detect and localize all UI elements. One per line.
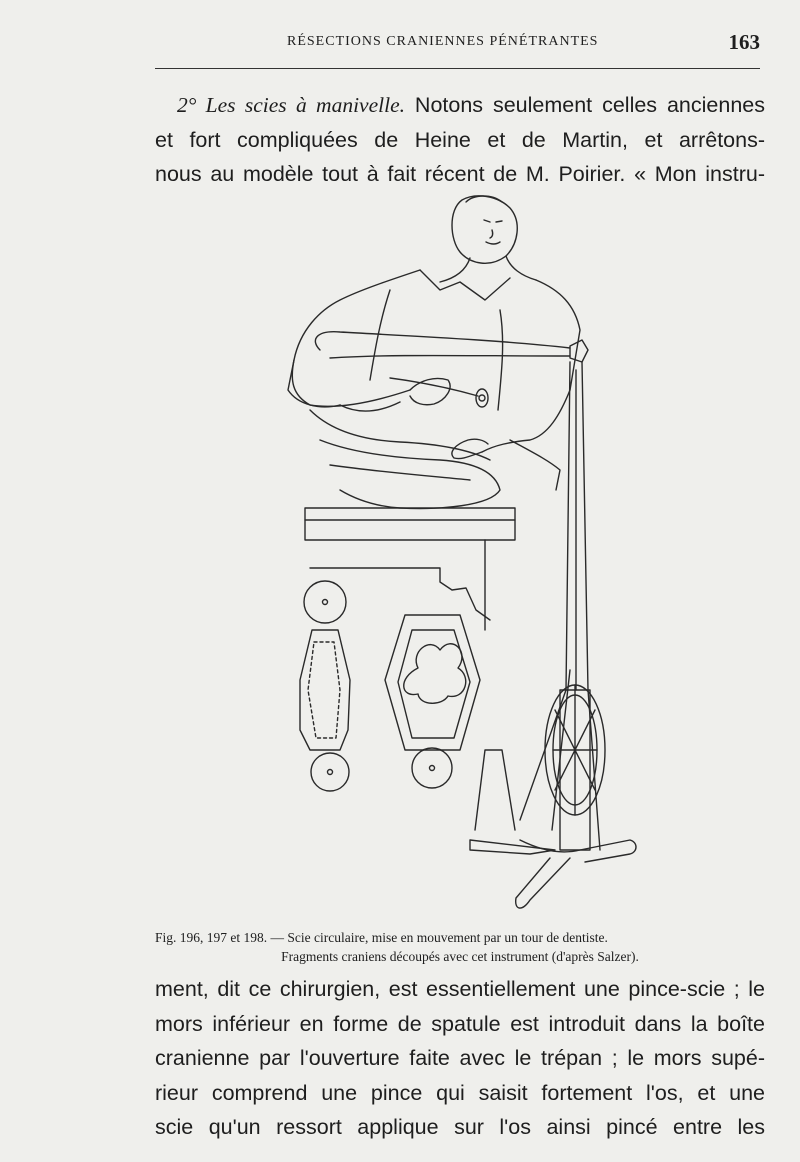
caption-line: Fragments craniens découpés avec cet instrument (d'après Salzer).: [281, 949, 639, 964]
circular-saw-drawing: [315, 332, 636, 908]
figure-illustration: [270, 190, 650, 925]
page-number: 163: [728, 30, 760, 54]
surgeon-drawing: [288, 196, 580, 509]
table-drawing: [305, 508, 515, 630]
running-head: [155, 30, 760, 60]
text-line: scie qu'un ressort applique sur l'os ainsi pincé entre les: [155, 1115, 765, 1139]
text-line: mors inférieur en forme de spatule est introduit dans la boîte: [155, 1011, 765, 1036]
header-rule: [155, 68, 760, 69]
text-line: ment, dit ce chirurgien, est essentiellement une pince-scie ; le: [155, 977, 765, 1001]
section-label: 2° Les scies à manivelle.: [177, 93, 405, 117]
text-line: rieur comprend une pince qui saisit fortement l'os, et une: [155, 1080, 765, 1105]
caption-line: Fig. 196, 197 et 198. — Scie circulaire, mise en mouvement par un tour de dentiste.: [155, 930, 608, 945]
text-line: cranienne par l'ouverture faite avec le trépan ; le mors supé-: [155, 1046, 765, 1070]
text-line: et fort compliquées de Heine et de Martin, et arrêtons-: [155, 127, 765, 152]
text-line: [155, 88, 765, 123]
text-line-content: Notons seulement celles anciennes: [405, 93, 765, 117]
skull-fragments-drawing: [300, 581, 480, 791]
figure-caption: [155, 928, 765, 966]
top-paragraph: [155, 88, 765, 192]
text-line: nous au modèle tout à fait récent de M. Poirier. « Mon instru-: [155, 162, 765, 186]
running-title: RÉSECTIONS CRANIENNES PÉNÉTRANTES: [287, 34, 599, 49]
bottom-paragraph: [155, 972, 765, 1145]
